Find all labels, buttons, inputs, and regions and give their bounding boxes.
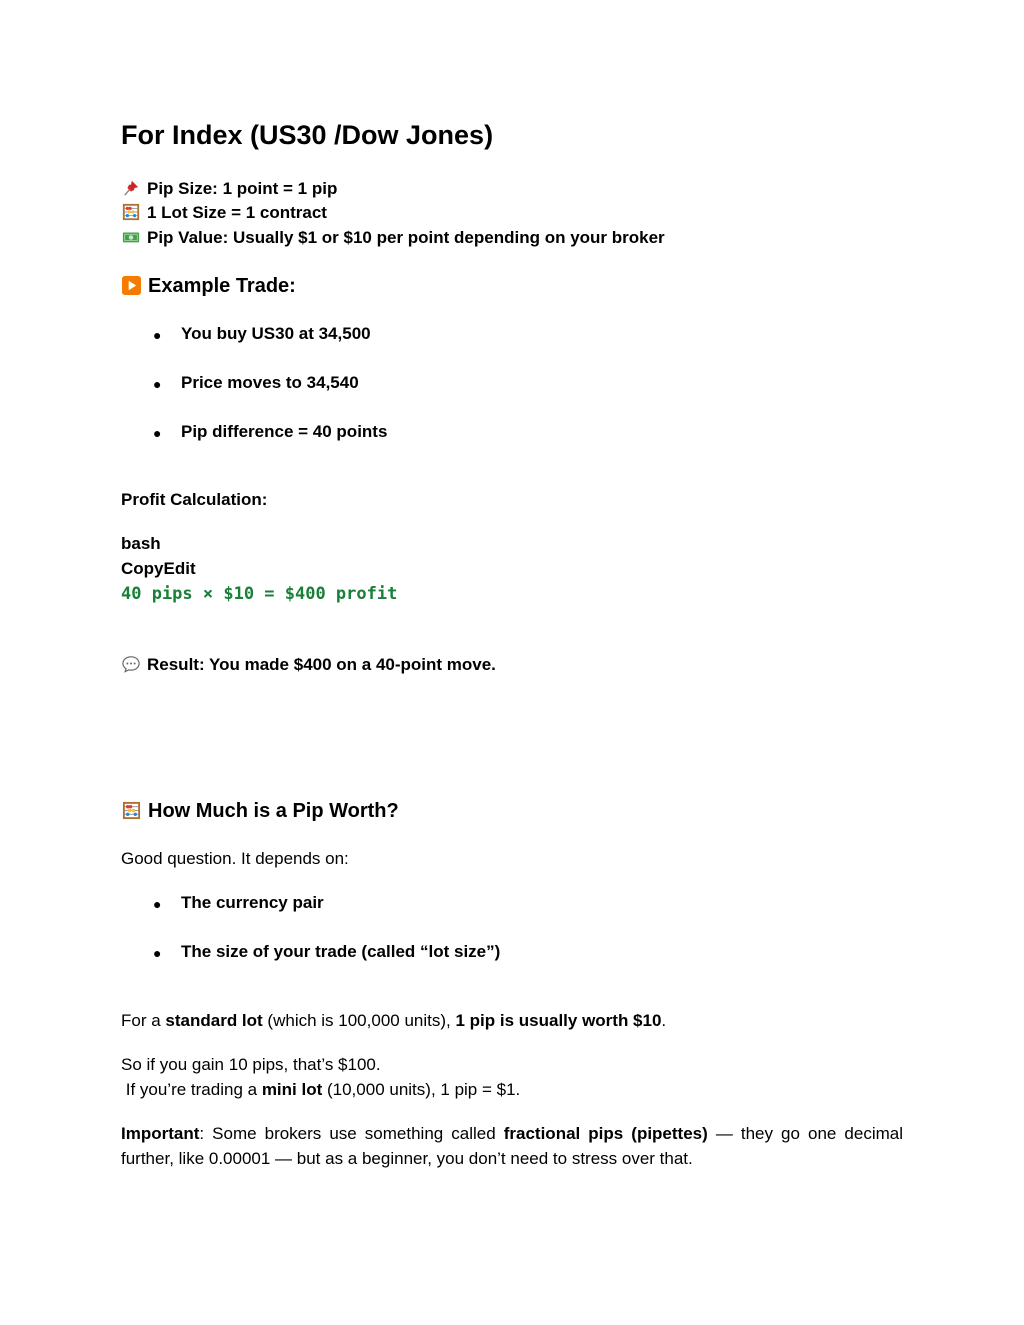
profit-label: Profit Calculation: [121,490,268,509]
bullet-icon: ● [153,425,162,441]
speech-bubble-icon [121,655,141,673]
spec-text: Pip Size: 1 point = 1 pip [147,179,338,198]
pip-worth-heading: How Much is a Pip Worth? [121,800,399,823]
bullet-icon: ● [153,376,162,392]
pushpin-icon [121,179,141,197]
list-item: ● Price moves to 34,540 [153,373,359,392]
result-line: Result: You made $400 on a 40-point move. [121,655,496,675]
bullet-icon: ● [153,945,162,961]
abacus-icon [121,801,142,820]
example-heading: Example Trade: [121,275,296,298]
spec-text: Pip Value: Usually $1 or $10 per point depending on your broker [147,228,665,247]
spec-pip-size [121,179,337,199]
standard-lot-paragraph: For a standard lot (which is 100,000 units), 1 pip is usually worth $10. [121,1011,667,1030]
list-item: ● Pip difference = 40 points [153,422,388,441]
mini-lot-line: If you’re trading a mini lot (10,000 units), 1 pip = $1. [121,1079,521,1099]
spec-text: 1 Lot Size = 1 contract [147,203,327,222]
code-language: bash [121,534,161,553]
spec-pip-value [121,228,665,248]
bullet-icon: ● [153,896,162,912]
list-item: ● The size of your trade (called “lot size”) [153,942,501,961]
important-paragraph: Important: Some brokers use something called fractional pips (pipettes) — they go one decimal further, like 0.00001 — but as a beginner, you don’t need to stress over that. [121,1124,903,1168]
copy-edit-label: CopyEdit [121,559,196,578]
bullet-icon: ● [153,327,162,343]
money-icon [121,228,141,246]
gain-paragraph: So if you gain 10 pips, that’s $100. If you’re trading a mini lot (10,000 units), 1 pip = $1. [121,1053,520,1102]
code-line: 40 pips × $10 = $400 profit [121,584,398,604]
list-item: ● The currency pair [153,893,324,912]
spec-lot-size [121,203,327,223]
abacus-icon [121,203,141,221]
intro-text: Good question. It depends on: [121,849,349,868]
section-title: For Index (US30 /Dow Jones) [121,120,494,150]
list-item: ● You buy US30 at 34,500 [153,324,371,343]
play-button-icon [121,276,142,295]
